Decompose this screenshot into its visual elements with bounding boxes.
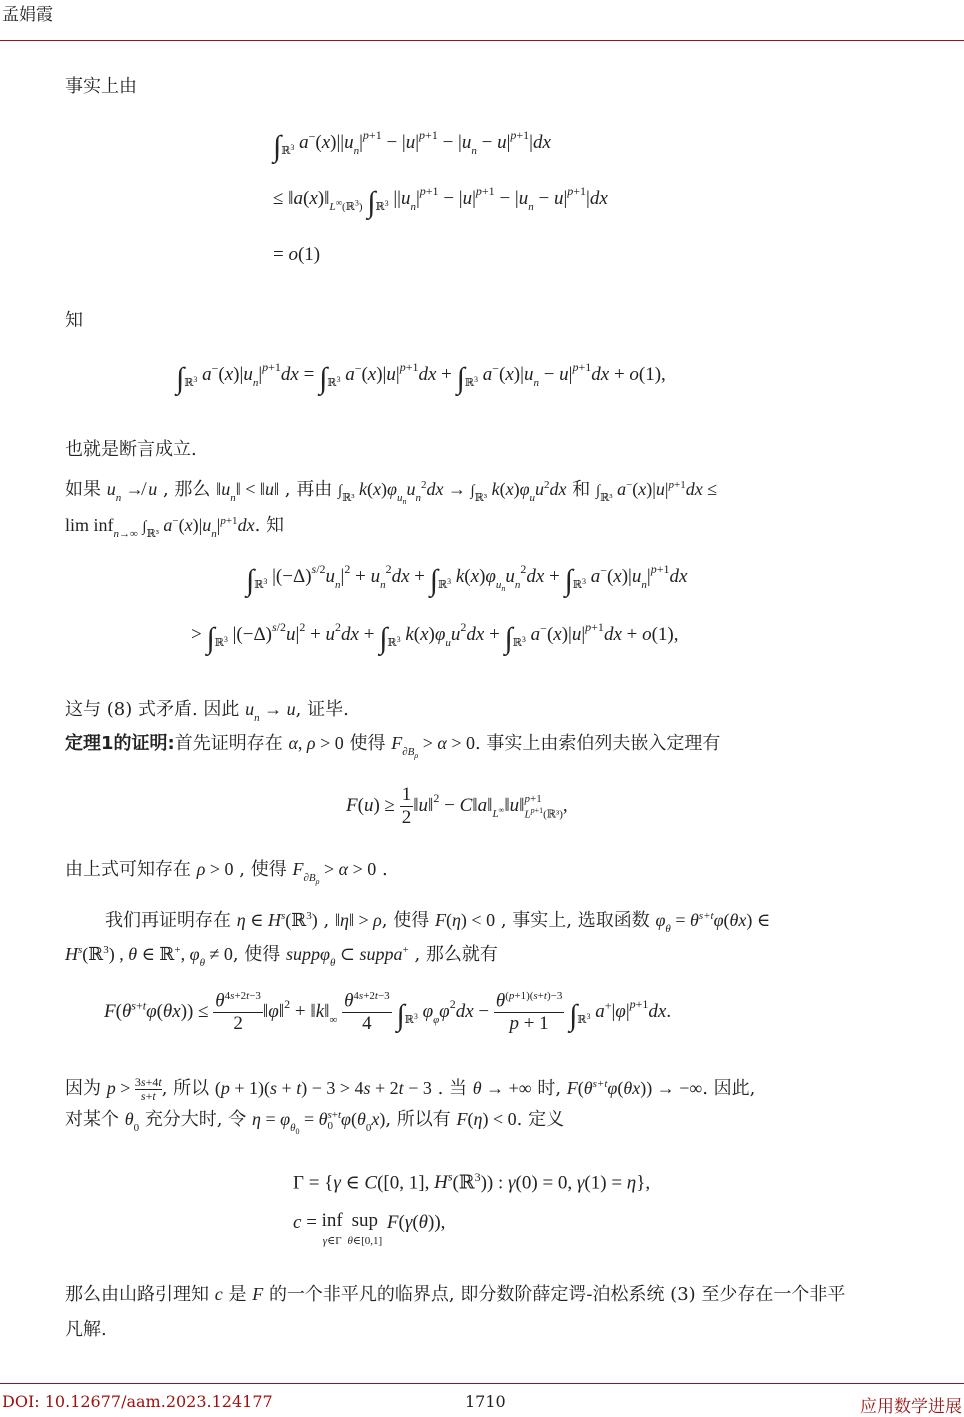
para-text: 事实上由 — [65, 76, 137, 97]
equation-line: = o(1) — [273, 244, 321, 265]
para-line: 如果 $u_n$ ↛ u , 那么 $‖u_n‖$ < ‖u‖ , 再由 $\int_{ℝ^3}$ $k(x)\varphi_{u_n}u_n^2dx \to \int_{ℝ^3}$ $k(x)\varphi_uu^2dx$ 和 $\int_{ℝ^3}$ $a^-(x)|u|^{p+1}dx$ ≤ — [65, 479, 718, 507]
equation-line: Γ = {γ ∈ C([0, 1], $H^s(ℝ^3)$) : γ(0) = 0, γ(1) = η}, — [293, 1170, 651, 1194]
page-number: 1710 — [465, 1392, 506, 1411]
equation-line: > $\int_{ℝ^3}$ $|(-\Delta)^{s/2}u|^2 + u^2dx + \int_{ℝ^3}$ $k(x)\varphi_uu^2dx + \int_{ℝ^3}$ $a^-(x)|u|^{p+1}dx + o(1)$, — [191, 620, 679, 655]
para-text: 知 — [65, 310, 83, 331]
para-line: 定理1的证明:首先证明存在 α, ρ > 0 使得 $F_{\partial B_\rho} > \alpha > 0$. 事实上由索伯列夫嵌入定理有 — [65, 733, 721, 761]
equation-line: $F(\theta^{s+t}\varphi(\theta x))$ ≤ $\frac{\theta^{4s+2t-3}}{2}$ ‖φ‖$^2$ + $‖k‖_\infty$ $\frac{\theta^{4s+2t-3}}{4}$ $\int_{ℝ^3}$ $\varphi_\varphi\varphi^2dx$ − $\frac{\theta^{(p+1)(s+t)-3}}{p + 1}$ $\int_{ℝ^3}$ $a^+|\varphi|^{p+1}dx$. — [104, 990, 672, 1035]
para-line: lim inf$_{n\to\infty}$ $\int_{ℝ^3}$ $a^-(x)|u_n|^{p+1}dx$. 知 — [65, 515, 285, 540]
footer-rule — [0, 1383, 964, 1384]
equation-line: $\int_{ℝ^3}$ $|(-\Delta)^{s/2}u_n|^2 + u_n^2dx + \int_{ℝ^3}$ $k(x)\varphi_{u_n}u_n^2dx + \int_{ℝ^3}$ $a^-(x)|u_n|^{p+1}dx$ — [246, 562, 688, 597]
equation-line: F(u) ≥ $\frac{1}{2}$ ‖u‖$^2$ − $C‖a‖_{L^\infty}‖u‖$ p+1 $L^{p+1}(ℝ^3)$ , — [346, 784, 568, 828]
para-line: $H^s(ℝ^3)$ , θ ∈ ℝ+, $\varphi_\theta \ne 0$, 使得 suppφ$_\theta$ ⊂ suppa+ , 那么就有 — [65, 944, 498, 969]
para-line: 由上式可知存在 ρ > 0 , 使得 $F_{\partial B_\rho} > \alpha > 0$ . — [65, 859, 388, 887]
para-text: 凡解. — [65, 1319, 107, 1340]
equation-line: $\int_{ℝ^3}$ $a^-(x)|u_n|^{p+1}dx = \int_{ℝ^3}$ $a^-(x)|u|^{p+1}dx + \int_{ℝ^3}$ $a^-(x)|u_n - u|^{p+1}dx + o(1)$, — [176, 360, 666, 395]
para-line: 这与 (8) 式矛盾. 因此 $u_n \to u$, 证毕. — [65, 699, 349, 724]
para-line: 那么由山路引理知 c 是 F 的一个非平凡的临界点, 即分数阶薛定谔-泊松系统 (3) 至少存在一个非平 — [65, 1284, 846, 1305]
footer-doi[interactable]: DOI: 10.12677/aam.2023.124177 — [2, 1392, 273, 1411]
para-text: 也就是断言成立. — [65, 439, 197, 460]
para-line: 我们再证明存在 η ∈ $H^s(ℝ^3)$ , ‖η‖ > ρ, 使得 F(η) < 0 , 事实上, 选取函数 $\varphi_\theta = \theta^{s+t}\varphi(\theta x)$ ∈ — [105, 910, 771, 935]
equation-line: ≤ $‖a(x)‖_{L^\infty(ℝ^3)}$ $\int_{ℝ^3}$ $||u_n|^{p+1} - |u|^{p+1} - |u_n - u|^{p+1}|dx$ — [273, 184, 608, 219]
equation-line: c = inf γ∈Γ sup θ∈[0,1] F(γ(θ)), — [293, 1210, 446, 1247]
para-line: 因为 p > $\frac{3s+4t}{s+t}$, 所以 (p + 1)(s + t) − 3 > 4s + 2t − 3 . 当 θ → +∞ 时, $F(\theta^{s+t}\varphi(\theta x))$ → −∞. 因此, — [65, 1075, 756, 1104]
equation-line: $\int_{ℝ^3}$ $a^-(x)||u_n|^{p+1} - |u|^{p+1} - |u_n - u|^{p+1}|dx$ — [273, 128, 551, 163]
para-line: 对某个 $\theta_0$ 充分大时, 令 $\eta = \varphi_{\theta_0} = \theta$ s+t 0 $\varphi(\theta_0x)$, 所以有 F(η) < 0. 定义 — [65, 1108, 565, 1137]
header-rule — [0, 40, 964, 41]
header-author: 孟娟霞 — [2, 5, 53, 25]
footer-journal: 应用数学进展 — [860, 1397, 962, 1417]
